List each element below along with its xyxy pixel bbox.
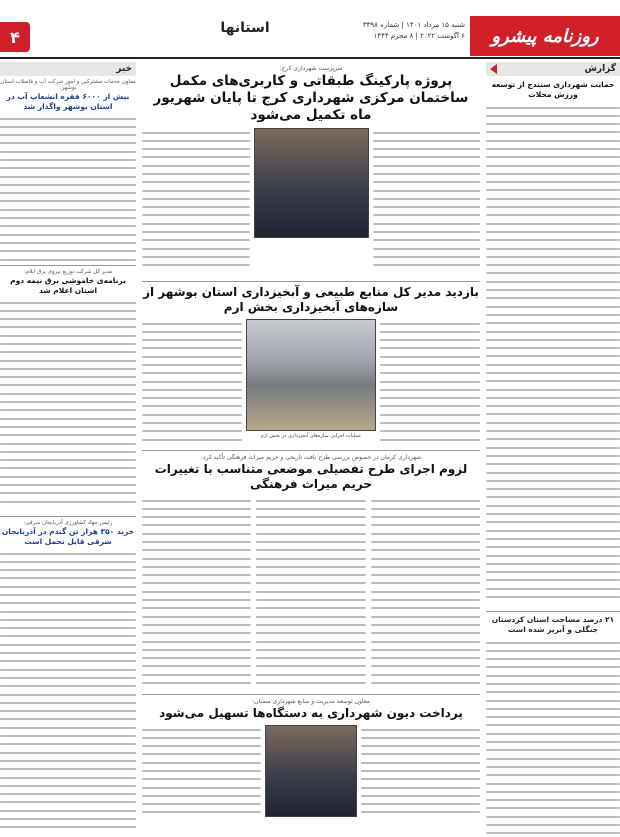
main-separator-1 (142, 281, 480, 282)
main-column (142, 62, 480, 832)
left-story3-text (0, 549, 136, 837)
left-separator-1 (0, 265, 136, 266)
masthead (0, 0, 620, 56)
left-story3-kicker: رئیس جهاد کشاورزی آذربایجان شرقی: (23, 520, 113, 526)
main-story4-body (142, 725, 480, 817)
date-line-2: ۶ آگوست ۲۰۲۲ | ۸ محرم ۱۴۴۴ (373, 32, 465, 40)
main-story1-text-col1 (373, 128, 481, 278)
left-story1-headline: بیش از ۶۰۰۰ فقره انشعاب آب در استان بوشهر واگذار شد (6, 92, 130, 111)
main-story1-text-col2 (142, 128, 250, 278)
main-separator-3 (142, 694, 480, 695)
arrow-icon (490, 64, 497, 74)
portrait-photo (254, 128, 369, 238)
newspaper-logo (470, 16, 620, 56)
main-story2-text-col1 (380, 319, 480, 447)
news-tag-label: خبر (116, 64, 132, 74)
main-story4-text-col1 (361, 725, 480, 817)
main-story4-kicker: معاون توسعه مدیریت و منابع شهرداری سمنان: (252, 698, 370, 705)
date-line-1: شنبه ۱۵ مرداد ۱۴۰۱ | شماره ۳۳۹۸ (362, 21, 465, 29)
main-story3-text-col1 (371, 496, 480, 691)
main-story2-body (142, 319, 480, 447)
report-tag (486, 62, 620, 76)
logo-text: روزنامه پیشرو (491, 25, 599, 47)
main-story2-headline: بازدید مدیر کل منابع طبیعی و آبخیزداری استان بوشهر از سازه‌های آبخیزداری بخش ارم (143, 285, 479, 314)
section-title: استانها (220, 20, 270, 36)
dam-photo-caption: عملیات اجرایی سازه‌های آبخیزداری در بخش ارم (260, 433, 362, 439)
main-story3-text-col2 (256, 496, 365, 691)
right-separator (486, 611, 620, 612)
left-separator-2 (0, 516, 136, 517)
right-box-text (486, 638, 620, 837)
left-story1-text (0, 114, 136, 262)
right-body-text (486, 103, 620, 608)
left-story2-headline: برنامه‌ی خاموشی برق نیمه دوم استان اعلام شد (10, 276, 126, 295)
main-story4-headline: پرداخت دیون شهرداری به دستگاه‌ها تسهیل می‌شود (159, 706, 463, 720)
official-photo (265, 725, 357, 817)
left-story2-text (0, 298, 136, 513)
top-rule (0, 57, 620, 59)
main-story1-kicker: سرپرست شهرداری کرج: (279, 65, 343, 72)
main-story3-headline: لزوم اجرای طرح تفصیلی موضعی متناسب با تغییرات حریم میراث فرهنگی (154, 462, 468, 491)
main-story1-body (142, 128, 480, 278)
main-story3-body (142, 496, 480, 691)
dam-photo-group (246, 319, 376, 447)
left-story3-headline: خرید ۳۵۰ هزار تن گندم در آذربایجان شرقی قابل تحمل است (1, 527, 135, 546)
left-column (0, 62, 136, 832)
page-number: ۴ (0, 22, 30, 52)
report-tag-label: گزارش (584, 64, 616, 74)
right-headline: حمایت شهرداری سنندج از توسعه ورزش محلات (491, 80, 615, 99)
main-story3-kicker: شهرداری کرمان در خصوص بررسی طرح بافت تاریخی و حریم میراث فرهنگی تأکید کرد: (200, 454, 422, 461)
right-box-headline: ۲۱ درصد مساحت استان کردستان جنگلی و آبریز شده است (491, 615, 615, 634)
main-separator-2 (142, 450, 480, 451)
news-tag (0, 62, 136, 76)
left-story1-kicker: معاون خدمات مشترکین و امور شرکت آب و فاضلاب استان بوشهر: (0, 79, 136, 91)
main-story2-text-col2 (142, 319, 242, 447)
left-story2-kicker: مدیر کل شرکت توزیع نیروی برق ایلام: (23, 269, 113, 275)
main-story3-text-col3 (142, 496, 251, 691)
main-story4-text-col2 (142, 725, 261, 817)
main-story1-headline: پروژه پارکینگ طبقاتی و کاربری‌های مکمل ساختمان مرکزی شهرداری کرج تا پایان شهریور ماه تکمیل می‌شود (153, 73, 469, 123)
right-column (486, 62, 620, 832)
date-line (363, 20, 465, 42)
dam-photo (246, 319, 376, 431)
